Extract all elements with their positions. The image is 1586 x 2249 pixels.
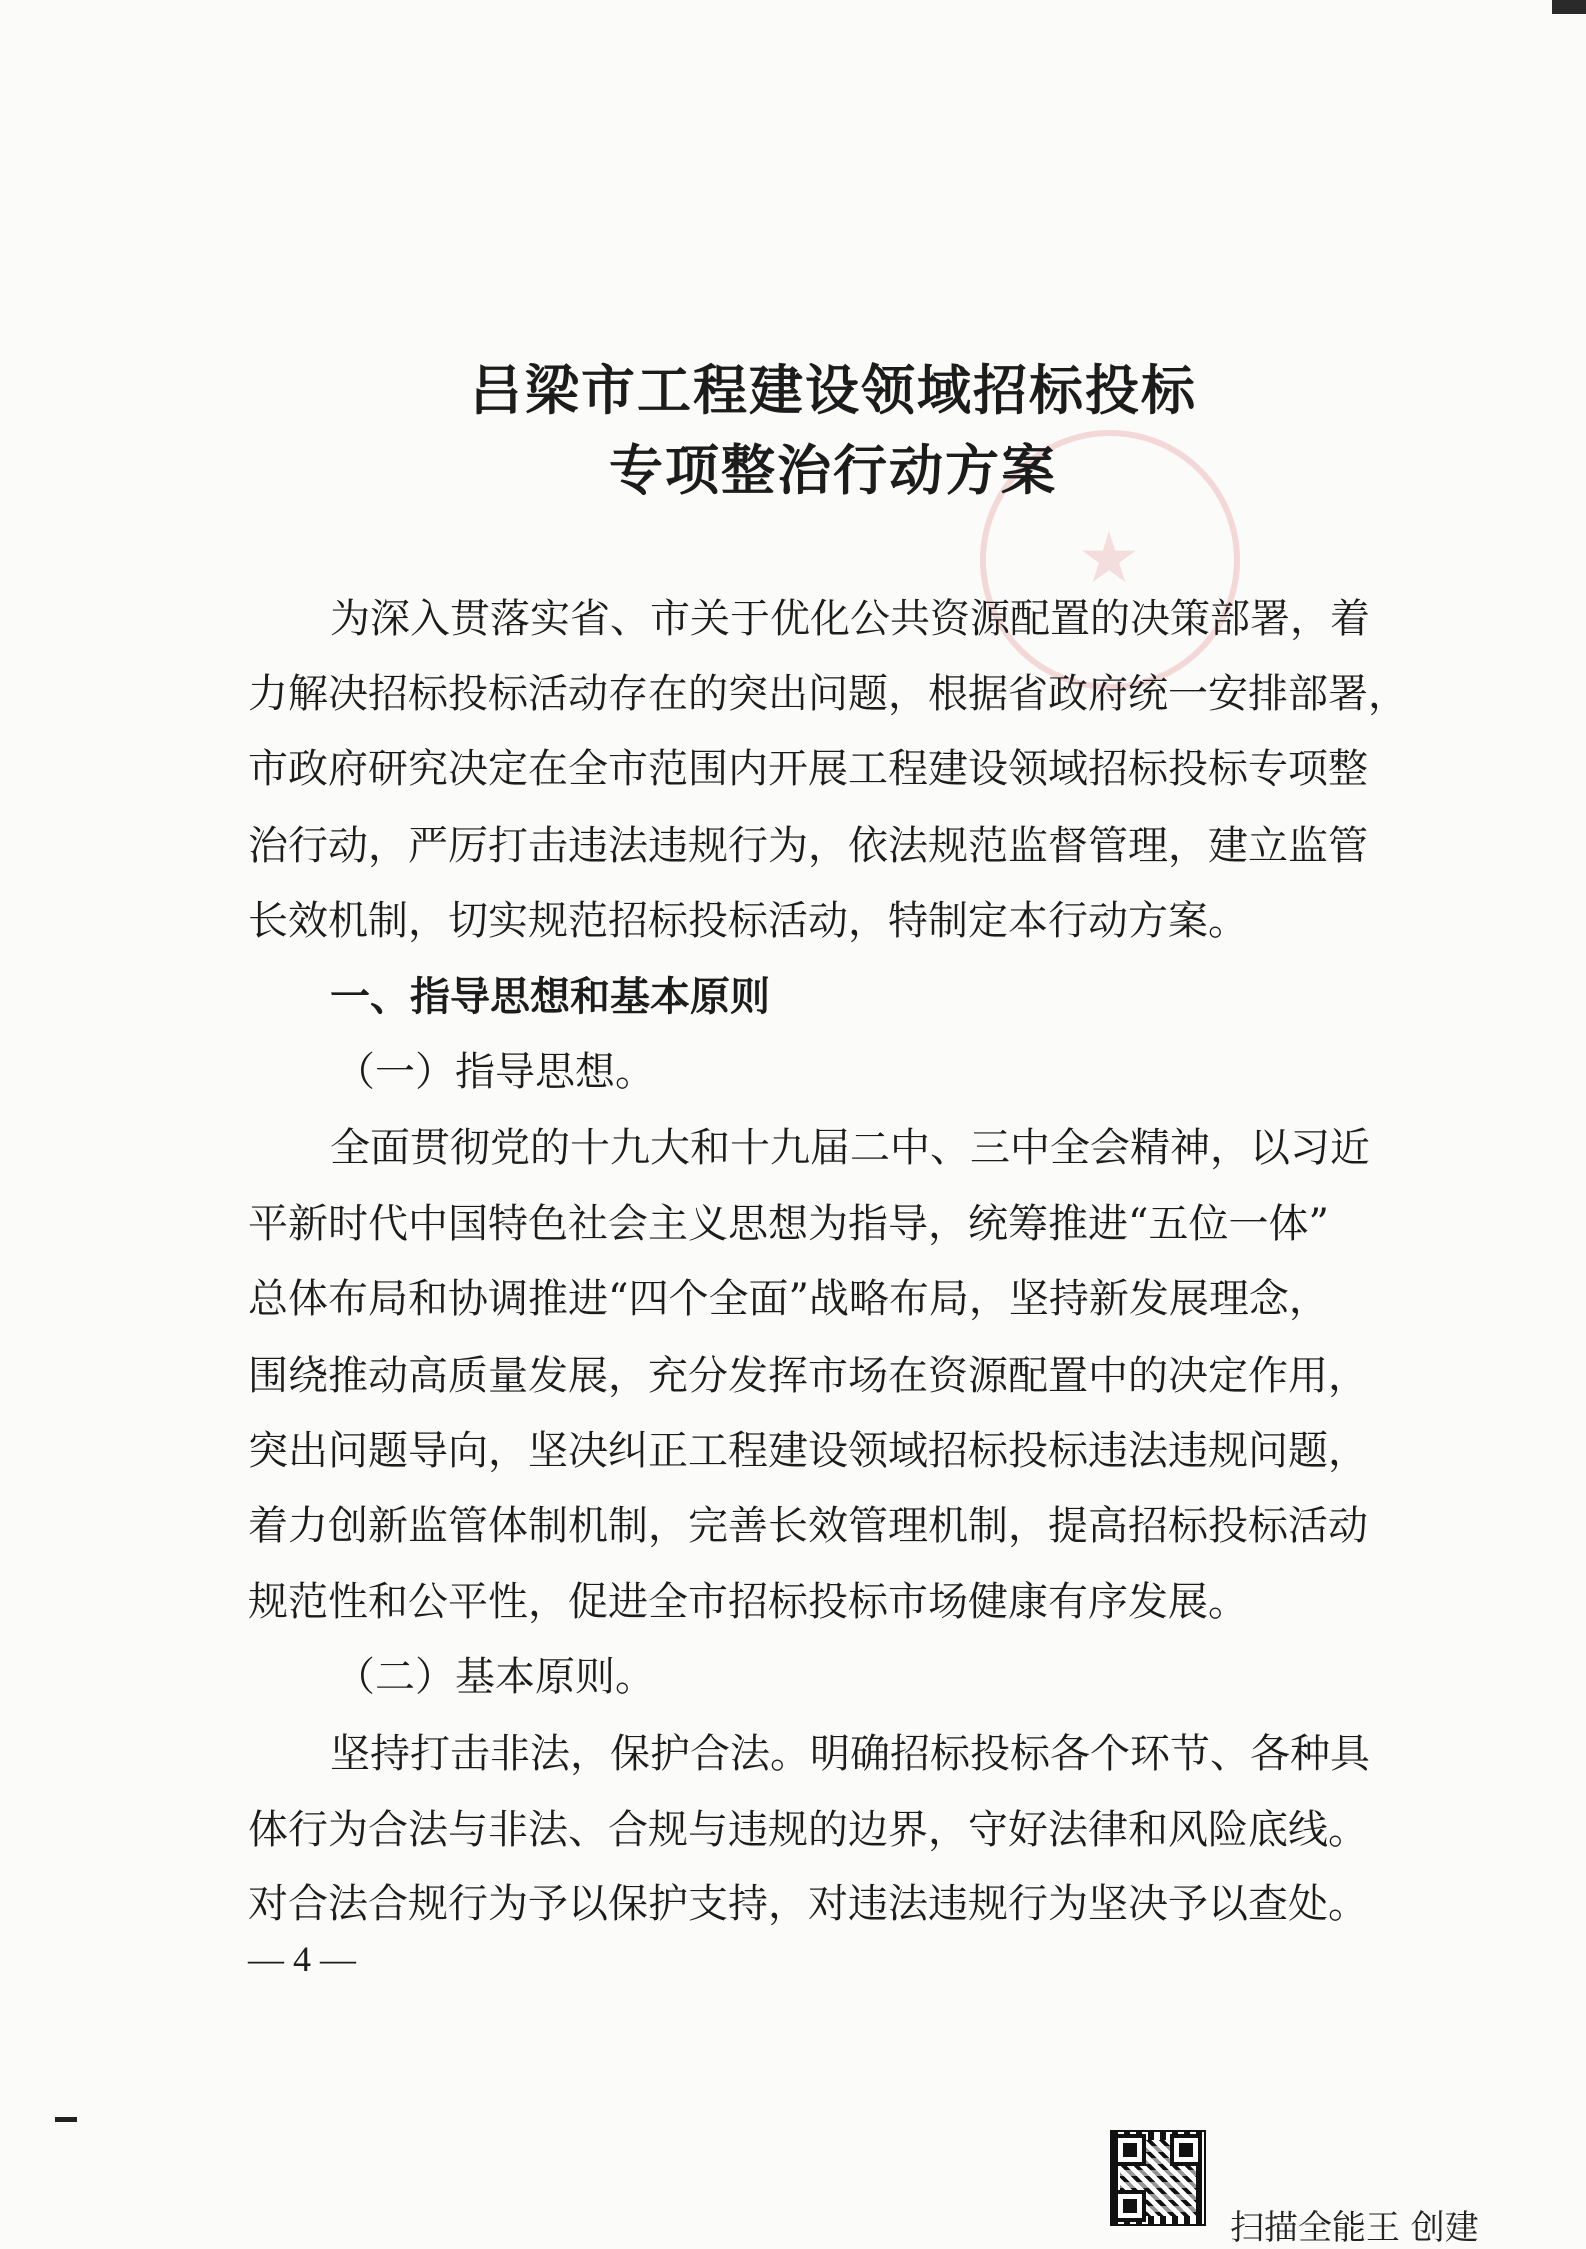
subsection-heading: （二）基本原则。 <box>335 1654 655 1700</box>
paragraph-line: 为深入贯落实省、市关于优化公共资源配置的决策部署，着 <box>330 596 1370 642</box>
paragraph-line: 总体布局和协调推进“四个全面”战略布局，坚持新发展理念， <box>248 1276 1329 1322</box>
page-number: — 4 — <box>248 1939 356 1979</box>
paragraph-line: 坚持打击非法，保护合法。明确招标投标各个环节、各种具 <box>330 1731 1370 1777</box>
paragraph-line: 体行为合法与非法、合规与违规的边界，守好法律和风险底线。 <box>248 1807 1368 1853</box>
paragraph-line: 突出问题导向，坚决纠正工程建设领域招标投标违法违规问题， <box>248 1428 1368 1474</box>
qr-finder-icon <box>1118 2138 1142 2162</box>
paragraph-line: 治行动，严厉打击违法违规行为，依法规范监督管理，建立监管 <box>248 823 1368 869</box>
scan-edge-mark <box>55 2117 77 2122</box>
subsection-heading: （一）指导思想。 <box>335 1049 655 1095</box>
paragraph-line: 长效机制，切实规范招标投标活动，特制定本行动方案。 <box>248 898 1248 944</box>
paragraph-line: 市政府研究决定在全市范围内开展工程建设领域招标投标专项整 <box>248 746 1368 792</box>
paragraph-line: 围绕推动高质量发展，充分发挥市场在资源配置中的决定作用， <box>248 1353 1368 1399</box>
paragraph-line: 规范性和公平性，促进全市招标投标市场健康有序发展。 <box>248 1579 1248 1625</box>
qr-code-icon <box>1110 2130 1206 2226</box>
qr-finder-icon <box>1118 2194 1142 2218</box>
paragraph-line: 着力创新监管体制机制，完善长效管理机制，提高招标投标活动 <box>248 1503 1368 1549</box>
document-title-line-2: 专项整治行动方案 <box>609 438 1057 502</box>
paragraph-line: 全面贯彻党的十九大和十九届二中、三中全会精神，以习近 <box>330 1125 1370 1171</box>
scan-corner-mark <box>1552 0 1586 14</box>
paragraph-line: 力解决招标投标活动存在的突出问题，根据省政府统一安排部署， <box>248 671 1408 717</box>
scanner-watermark: 扫描全能王 创建 <box>1230 2208 1479 2248</box>
paragraph-line: 平新时代中国特色社会主义思想为指导，统筹推进“五位一体” <box>248 1201 1329 1247</box>
section-heading: 一、指导思想和基本原则 <box>330 974 770 1020</box>
document-title-line-1: 吕梁市工程建设领域招标投标 <box>469 358 1197 422</box>
qr-finder-icon <box>1174 2138 1198 2162</box>
paragraph-line: 对合法合规行为予以保护支持，对违法违规行为坚决予以查处。 <box>248 1881 1368 1927</box>
